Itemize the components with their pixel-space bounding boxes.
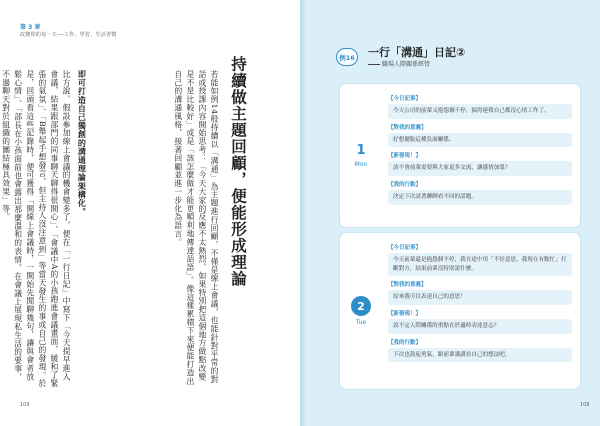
day-name: Tue xyxy=(355,319,367,326)
entry-text: 今天前輩還是抱怨個不停，我在途中用「不好意思，我現在有點忙」打斷對方，結果前輩沒特別說什麼。 xyxy=(388,253,572,276)
entry-label: 【新發現！】 xyxy=(388,310,422,317)
entry-label: 【我的行動】 xyxy=(388,339,422,346)
day-number: 1 xyxy=(356,143,366,158)
entry-label: 【今日記事】 xyxy=(388,96,422,102)
day-marker xyxy=(340,84,382,227)
entry-label: 【新發現！】 xyxy=(388,153,422,160)
entry-text: 該不會前輩需要與大家更多交流，讓感情加溫？ xyxy=(388,161,572,176)
day-card-tue xyxy=(340,233,580,389)
page-number-left: 109 xyxy=(20,402,30,408)
body-paragraph-2: 比方說，假設參加線上會議的機會變多了，便在「一行日記」中寫下「今天提早進入會議，結果跟部門的同事聊天聊得很開心」、「會議中A的小孩跑進會議畫面，緩和了緊張的氣氛」、「B舉起手想發言，但主持人沒注意到」等當天發生的事或自己的發現。於是，回頭看這些記錄時，便可獲得「開線上會議時，一開始先閒聊幾句，讓與會者放鬆心情」、「部長在小孩面前也會露出那麼溫和的表情。在會議上展現私生活的要事，不過聊天對於組織的團結極具效果」等。 xyxy=(1,70,71,388)
day-name: Mon xyxy=(354,161,368,168)
page-fold xyxy=(300,0,306,426)
entry-text: 下次也鼓起勇氣，跟前輩講講看自己的想法吧。 xyxy=(388,348,572,363)
page-number-right: 108 xyxy=(580,402,590,408)
entry-label: 【對我的意義】 xyxy=(388,282,427,289)
entry-text: 原來我可以表達自己的意思！ xyxy=(388,290,572,305)
section-heading: 持續做主題回顧，便能形成理論 xyxy=(229,56,249,287)
example-subtitle: 職場人際關係經營 xyxy=(368,59,430,68)
bold-subheading: 即可打造自己獨創的溝通理論架構化。 xyxy=(77,70,88,217)
chapter-title: 改變你的每一天──工作、學習、生活習慣 xyxy=(20,32,117,38)
example-title: 一行「溝通」日記② xyxy=(368,46,466,59)
diary-entries xyxy=(388,90,572,205)
entry-text: 決定下次試著聊聊看不同的話題。 xyxy=(388,190,572,205)
entry-text: 說不定人際關係的重點在於適時表達意志？ xyxy=(388,319,572,334)
entry-label: 【我的行動】 xyxy=(388,181,422,188)
entry-label: 【今日記事】 xyxy=(388,245,422,251)
body-paragraph-1: 若能如例14般持續以「溝通」為主題進行回顧，不僅是線上會議，也能針對平常的對話或授課內容開始思考：「今天大家的反應不太熱烈，如果特別把這個地方做點改變是不是比較好」或是「該怎麼做才能更順利地傳達話語」。像這樣累積下來便能打造出自己的溝通風格，接著回顧並進一步化為語言。 xyxy=(173,70,219,386)
entry-label: 【對我的意義】 xyxy=(388,124,427,131)
entry-text: 今天公司的前輩又抱怨個不停，搞得連我自己都沒心情工作了。 xyxy=(388,104,572,119)
day-marker xyxy=(340,233,382,389)
day-number: 2 xyxy=(351,296,371,316)
entry-text: 好想擺脫這種負面關係。 xyxy=(388,133,572,148)
day-card-mon xyxy=(340,84,580,227)
example-badge: 例16 xyxy=(336,48,358,66)
chapter-number: 第 3 章 xyxy=(20,24,41,31)
diary-entries xyxy=(388,239,572,362)
